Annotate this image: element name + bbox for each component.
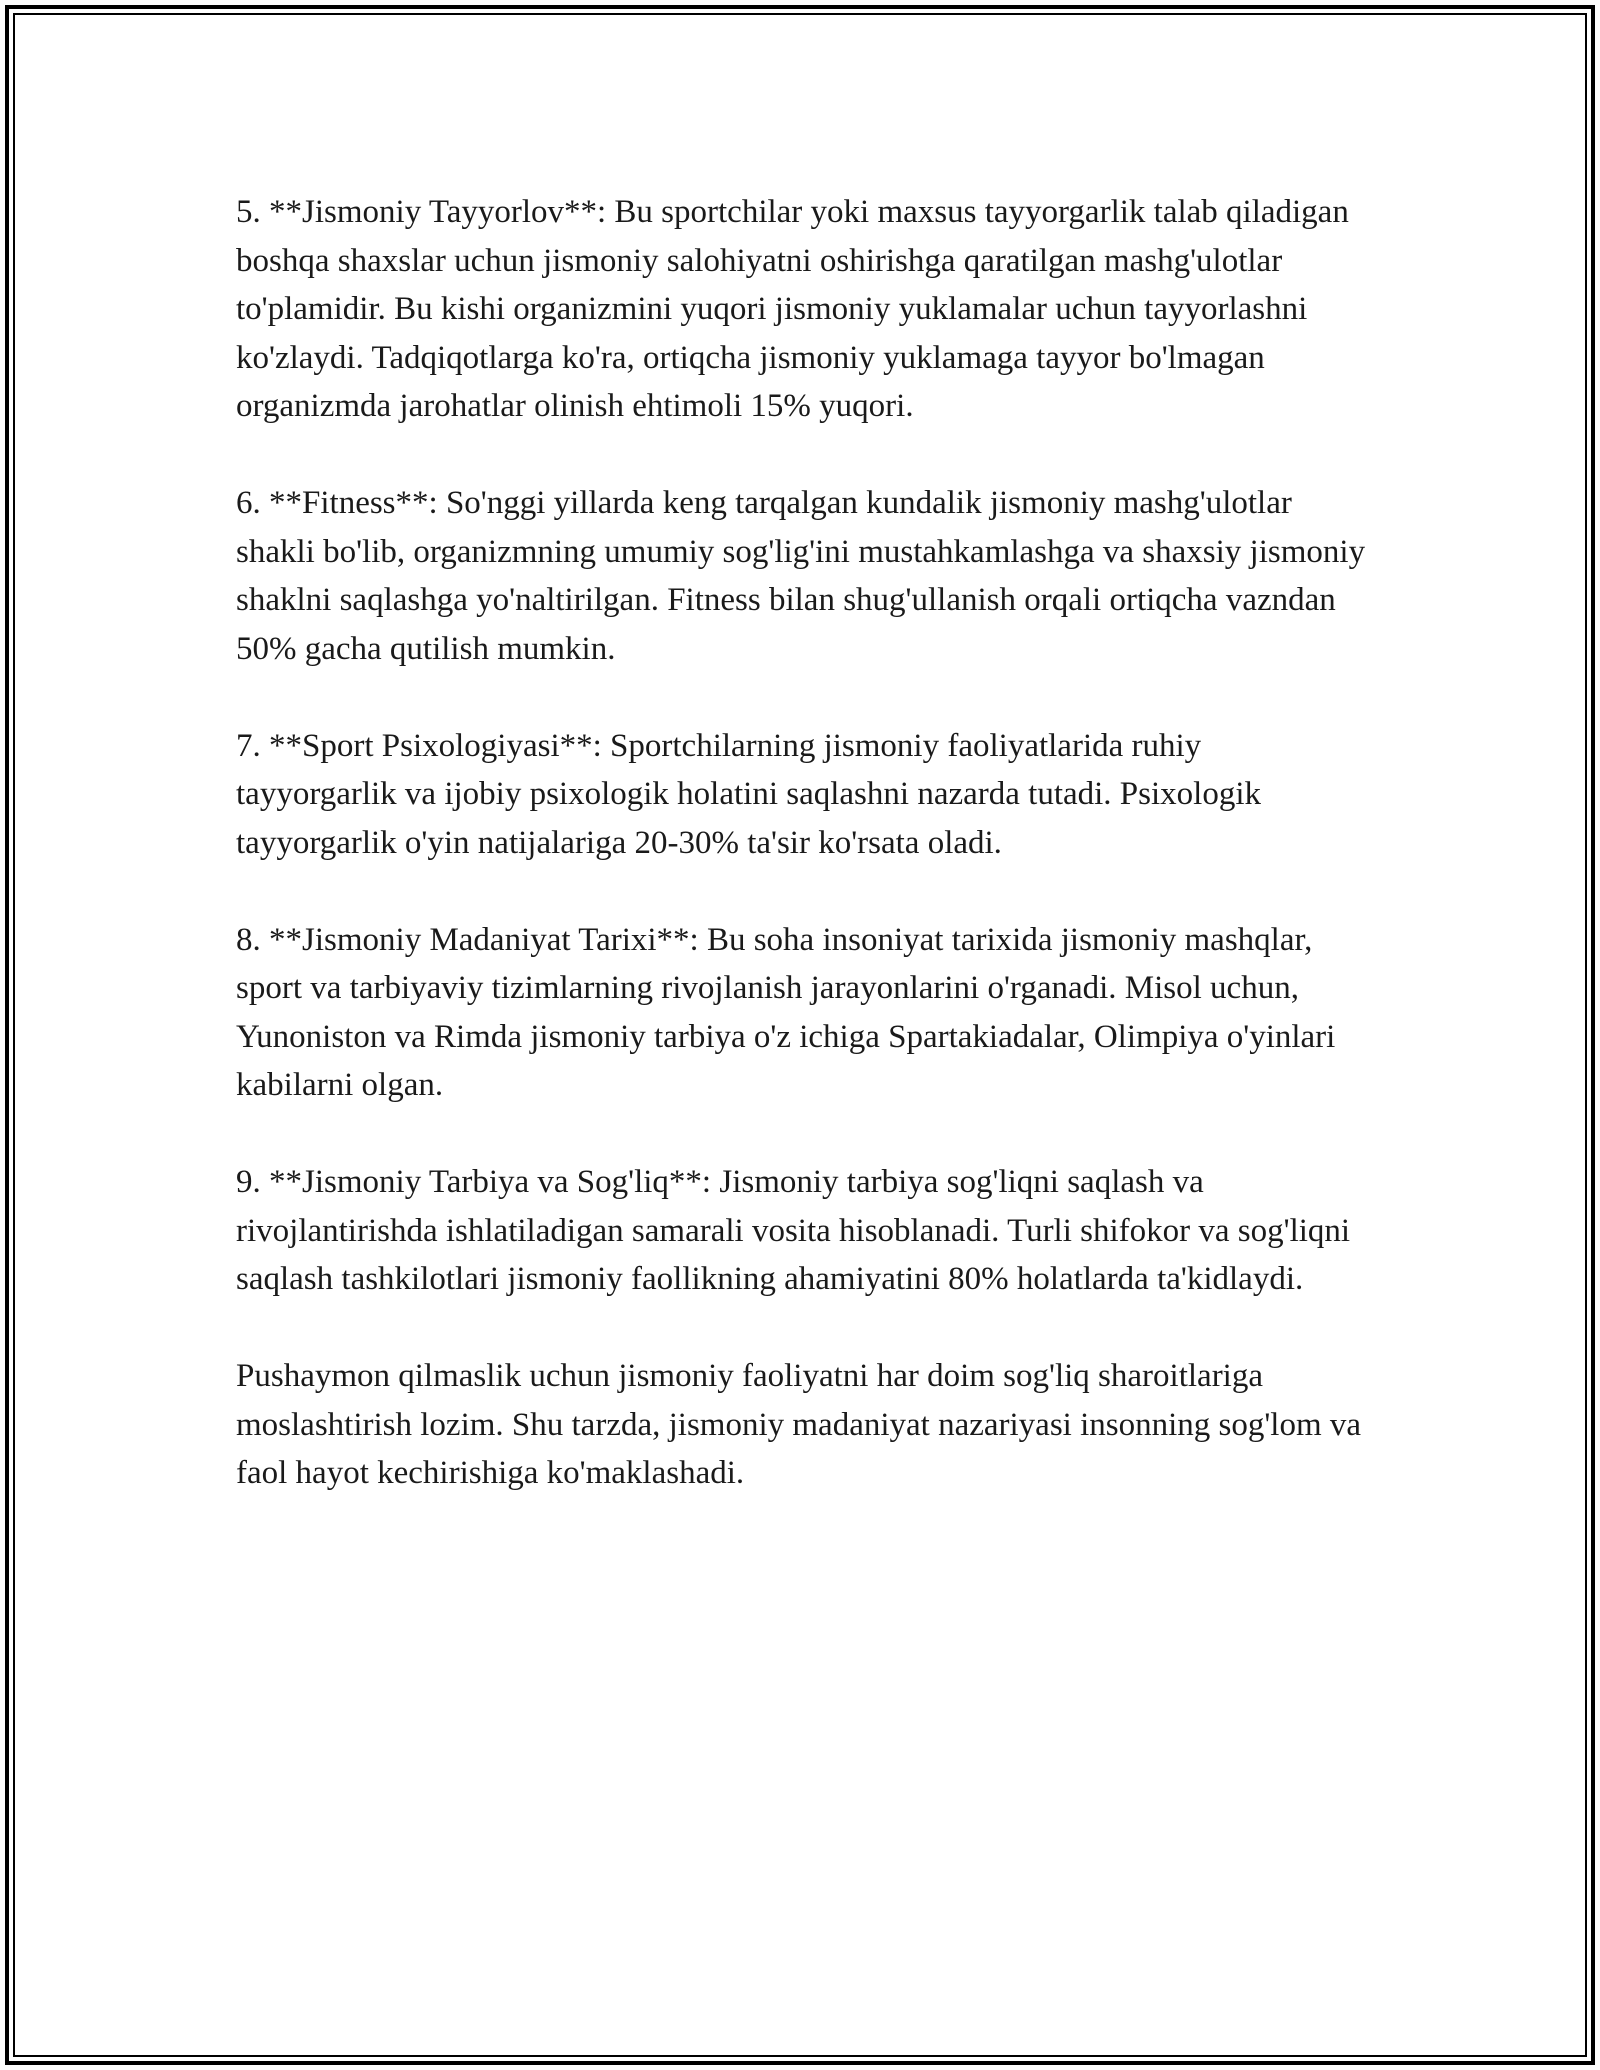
paragraph-fitness: 6. **Fitness**: So'nggi yillarda keng tarqalgan kundalik jismoniy mashg'ulotlar shakli bo'lib, organizmning umumiy sog'lig'ini mustahkamlashga va shaxsiy jismoniy shaklni saqlashga yo'naltirilgan. Fitness bilan shug'ullanish orqali ortiqcha vazndan 50% gacha qutilish mumkin. <box>236 485 1366 667</box>
paragraph-jismoniy-tayyorlov: 5. **Jismoniy Tayyorlov**: Bu sportchilar yoki maxsus tayyorgarlik talab qiladigan boshqa shaxslar uchun jismoniy salohiyatni oshirishga qaratilgan mashg'ulotlar to'plamidir. Bu kishi organizmini yuqori jismoniy yuklamalar uchun tayyorlashni ko'zlaydi. Tadqiqotlarga ko'ra, ortiqcha jismoniy yuklamaga tayyor bo'lmagan organizmda jarohatlar olinish ehtimoli 15% yuqori. <box>236 194 1349 424</box>
paragraph-conclusion: Pushaymon qilmaslik uchun jismoniy faoliyatni har doim sog'liq sharoitlariga moslashtirish lozim. Shu tarzda, jismoniy madaniyat nazariyasi insonning sog'lom va faol hayot kechirishiga ko'maklashadi. <box>236 1358 1362 1491</box>
paragraph-jismoniy-tarbiya-va-sogliq: 9. **Jismoniy Tarbiya va Sog'liq**: Jismoniy tarbiya sog'liqni saqlash va rivojlantirishda ishlatiladigan samarali vosita hisoblanadi. Turli shifokor va sog'liqni saqlash tashkilotlari jismoniy faollikning ahamiyatini 80% holatlarda ta'kidlaydi. <box>236 1164 1351 1297</box>
document-body <box>236 188 1366 1546</box>
paragraph-jismoniy-madaniyat-tarixi: 8. **Jismoniy Madaniyat Tarixi**: Bu soha insoniyat tarixida jismoniy mashqlar, sport va tarbiyaviy tizimlarning rivojlanish jarayonlarini o'rganadi. Misol uchun, Yunoniston va Rimda jismoniy tarbiya o'z ichiga Spartakiadalar, Olimpiya o'yinlari kabilarni olgan. <box>236 921 1336 1103</box>
paragraph-sport-psixologiyasi: 7. **Sport Psixologiyasi**: Sportchilarning jismoniy faoliyatlarida ruhiy tayyorgarlik va ijobiy psixologik holatini saqlashni nazarda tutadi. Psixologik tayyorgarlik o'yin natijalariga 20-30% ta'sir ko'rsata oladi. <box>236 727 1261 861</box>
